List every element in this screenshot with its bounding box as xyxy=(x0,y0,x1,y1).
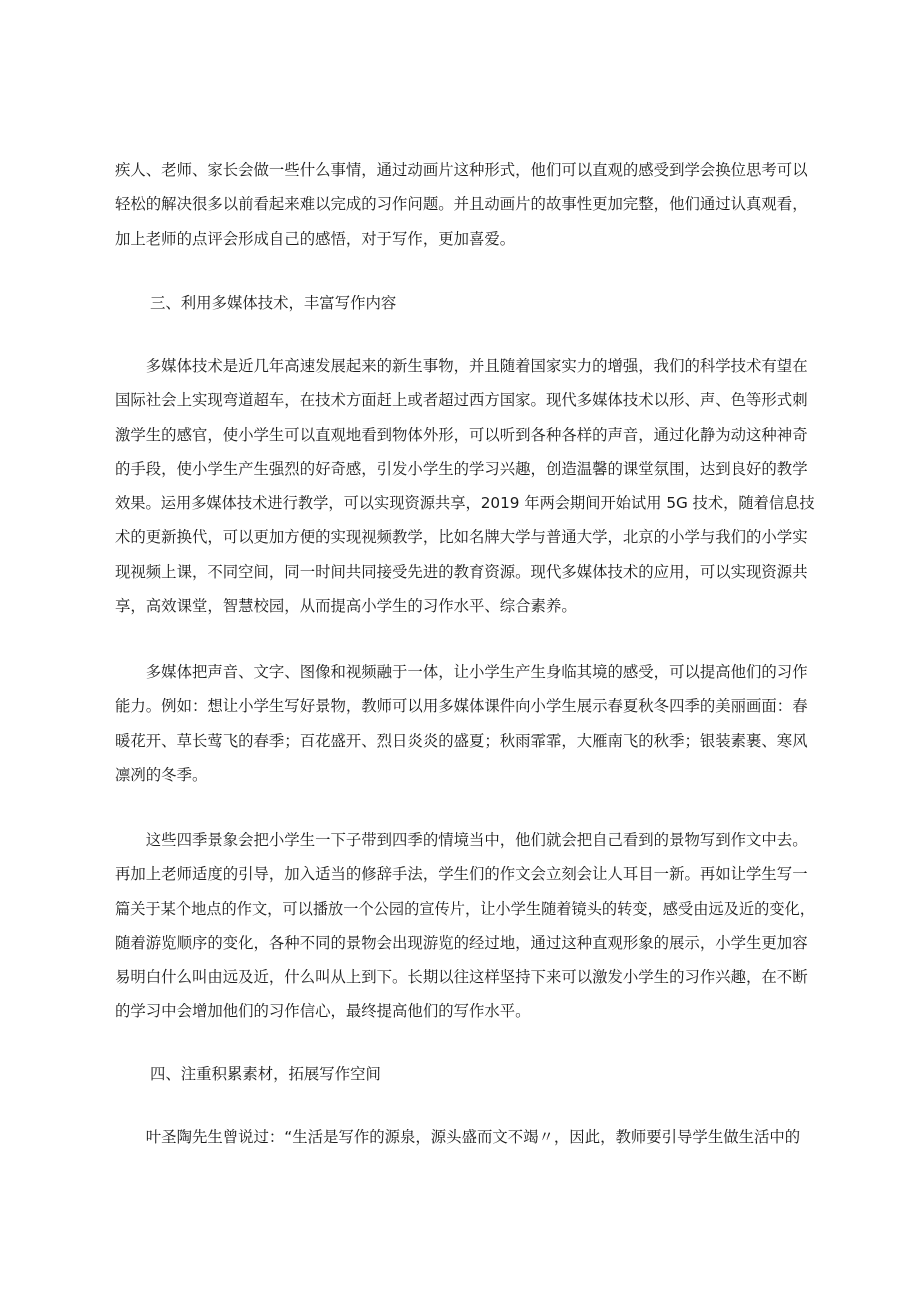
text-line: 暖花开、草长莺飞的春季；百花盛开、烈日炎炎的盛夏；秋雨霏霏，大雁南飞的秋季；银装素裹、寒风 xyxy=(115,731,808,750)
section-heading-3: 三、利用多媒体技术，丰富写作内容 xyxy=(150,294,397,312)
text-line: 这些四季景象会把小学生一下子带到四季的情境当中，他们就会把自己看到的景物写到作文中去。 xyxy=(115,831,808,849)
text-line: 再加上老师适度的引导，加入适当的修辞手法，学生们的作文会立刻会让人耳目一新。再如让学生写一 xyxy=(115,865,808,884)
text-line: 多媒体把声音、文字、图像和视频融于一体，让小学生产生身临其境的感受，可以提高他们的习作 xyxy=(115,663,808,681)
text-line: 能力。例如：想让小学生写好景物，教师可以用多媒体课件向小学生展示春夏秋冬四季的美丽画面：春 xyxy=(115,697,808,716)
paragraph-empathy-cartoon xyxy=(115,153,815,256)
text-line: 国际社会上实现弯道超车，在技术方面赶上或者超过西方国家。现代多媒体技术以形、声、色等形式刺 xyxy=(115,391,808,410)
section-heading-4: 四、注重积累素材，拓展写作空间 xyxy=(150,1065,381,1083)
paragraph-multimedia-seasons xyxy=(115,655,815,792)
text-line: 篇关于某个地点的作文，可以播放一个公园的宣传片，让小学生随着镜头的转变，感受由远及近的变化， xyxy=(115,899,815,918)
text-line: 激学生的感官，使小学生可以直观地看到物体外形，可以听到各种各样的声音，通过化静为动这种神奇 xyxy=(115,425,808,444)
text-line: 随着游览顺序的变化，各种不同的景物会出现游览的经过地，通过这种直观形象的展示，小学生更加容 xyxy=(115,933,808,952)
paragraph-scenes-writing xyxy=(115,823,815,1029)
text-line: 叶圣陶先生曾说过：“生活是写作的源泉，源头盛而文不竭〃，因此，教师要引导学生做生活中的 xyxy=(115,1128,801,1146)
text-line: 的学习中会增加他们的习作信心，最终提高他们的写作水平。 xyxy=(115,1002,531,1021)
paragraph-ye-shengtao xyxy=(115,1120,815,1154)
text-line: 效果。运用多媒体技术进行教学，可以实现资源共享，2019 年两会期间开始试用 5G 技术，随着信息技 xyxy=(115,494,815,513)
text-line: 享，高效课堂，智慧校园，从而提高小学生的习作水平、综合素养。 xyxy=(115,597,577,616)
paragraph-multimedia-tech xyxy=(115,349,815,623)
text-line: 的手段，使小学生产生强烈的好奇感，引发小学生的学习兴趣，创造温馨的课堂氛围，达到良好的教学 xyxy=(115,459,808,478)
text-line: 凛冽的冬季。 xyxy=(115,765,208,784)
text-line: 现视频上课，不同空间，同一时间共同接受先进的教育资源。现代多媒体技术的应用，可以实现资源共 xyxy=(115,562,808,581)
text-line: 轻松的解决很多以前看起来难以完成的习作问题。并且动画片的故事性更加完整，他们通过认真观看， xyxy=(115,195,808,214)
text-line: 术的更新换代，可以更加方便的实现视频教学，比如名牌大学与普通大学，北京的小学与我们的小学实 xyxy=(115,528,808,547)
text-line: 加上老师的点评会形成自己的感悟，对于写作，更加喜爱。 xyxy=(115,229,516,248)
text-line: 疾人、老师、家长会做一些什么事情，通过动画片这种形式，他们可以直观的感受到学会换位思考可以 xyxy=(115,161,808,179)
text-line: 多媒体技术是近几年高速发展起来的新生事物，并且随着国家实力的增强，我们的科学技术有望在 xyxy=(115,357,808,375)
text-line: 易明白什么叫由远及近，什么叫从上到下。长期以往这样坚持下来可以激发小学生的习作兴趣，在不断 xyxy=(115,968,808,987)
